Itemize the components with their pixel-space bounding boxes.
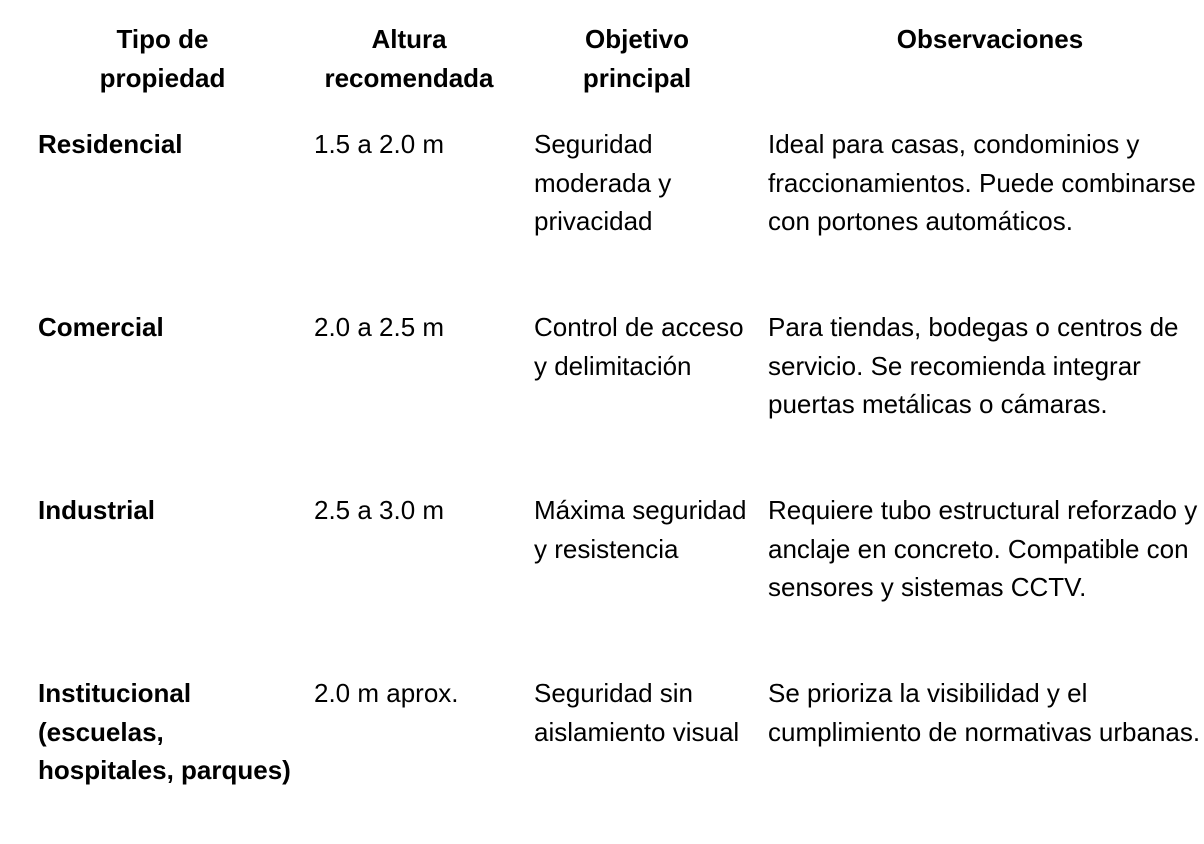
cell-altura: 2.0 m aprox. <box>314 678 459 708</box>
cell-objetivo: Máxima seguridad y resistencia <box>534 495 747 564</box>
cell-tipo: Residencial <box>38 129 183 159</box>
cell-objetivo: Seguridad sin aislamiento visual <box>534 678 740 747</box>
cell-objetivo: Seguridad moderada y privacidad <box>534 129 672 236</box>
cell-observaciones: Se prioriza la visibilidad y el cumplimiento de normativas urbanas. <box>768 678 1201 747</box>
header-tipo-de-propiedad: Tipo de propiedad <box>99 24 226 93</box>
cell-altura: 2.5 a 3.0 m <box>314 495 445 525</box>
cell-altura: 1.5 a 2.0 m <box>314 129 445 159</box>
cell-altura: 2.0 a 2.5 m <box>314 312 445 342</box>
cell-observaciones: Ideal para casas, condominios y fraccionamientos. Puede combinarse con portones automáticos. <box>768 129 1196 236</box>
header-objetivo-principal: Objetivo principal <box>582 24 692 93</box>
cell-tipo: Institucional (escuelas, hospitales, parques) <box>38 678 291 785</box>
cell-tipo: Comercial <box>38 312 164 342</box>
header-altura-recomendada: Altura recomendada <box>324 24 494 93</box>
cell-objetivo: Control de acceso y delimitación <box>534 312 744 381</box>
cell-observaciones: Requiere tubo estructural reforzado y anclaje en concreto. Compatible con sensores y sistemas CCTV. <box>768 495 1198 602</box>
cell-observaciones: Para tiendas, bodegas o centros de servicio. Se recomienda integrar puertas metálicas o cámaras. <box>768 312 1179 419</box>
cell-tipo: Industrial <box>38 495 156 525</box>
header-observaciones: Observaciones <box>896 24 1084 54</box>
